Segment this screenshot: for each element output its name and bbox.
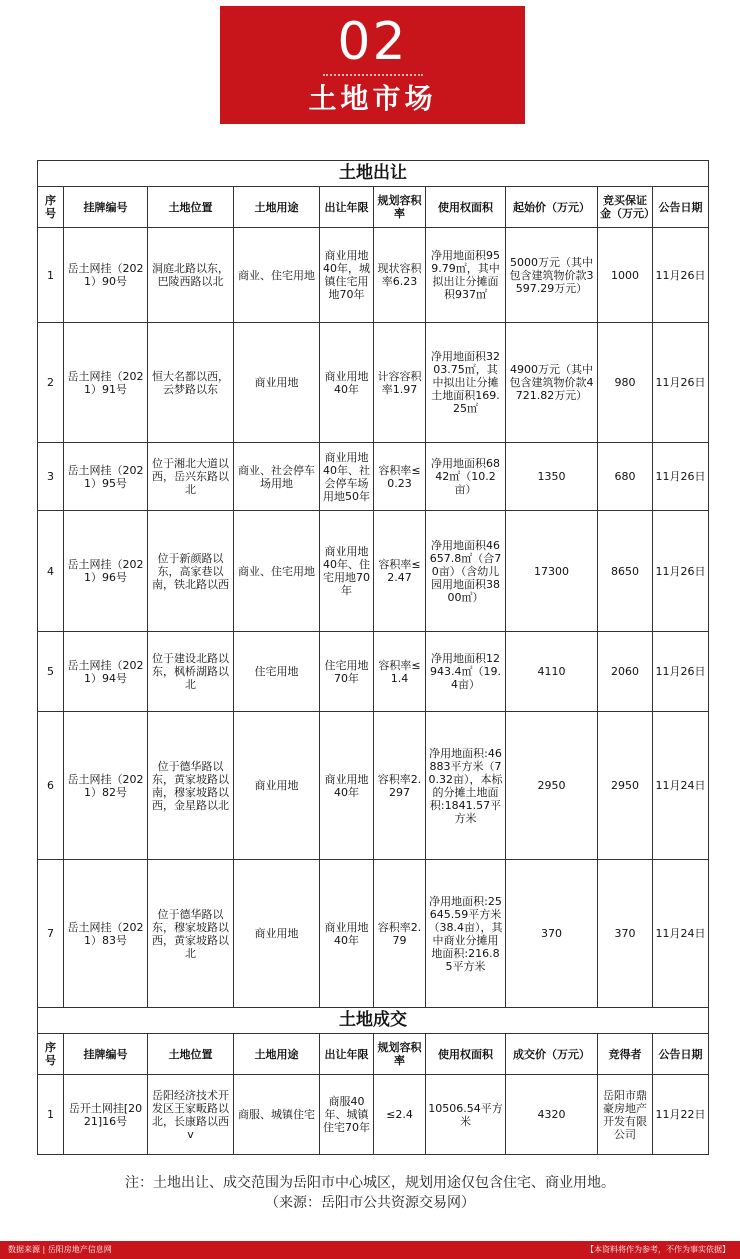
table-cell: 现状容积率6.23 [374, 228, 426, 323]
table-cell: 370 [598, 860, 653, 1008]
land-table [37, 160, 709, 1155]
table-cell: 商业用地40年、住宅用地70年 [320, 511, 374, 632]
table-cell: 2950 [598, 712, 653, 860]
table-cell: 容积率≤1.4 [374, 632, 426, 712]
table-cell: 5000万元（其中包含建筑物价款3597.29万元） [506, 228, 598, 323]
table-cell: 容积率≤2.47 [374, 511, 426, 632]
table-row [38, 1075, 709, 1155]
column-header: 土地位置 [148, 187, 234, 228]
table-cell: 位于建设北路以东，枫桥湖路以北 [148, 632, 234, 712]
table-cell: 岳土网挂（2021）94号 [64, 632, 148, 712]
table-cell: 商业、住宅用地 [234, 511, 320, 632]
table-cell: 恒大名都以西，云梦路以东 [148, 323, 234, 443]
table-cell: 8650 [598, 511, 653, 632]
section-row [38, 1008, 709, 1034]
table-cell: 商业用地 [234, 323, 320, 443]
section-number: 02 [337, 12, 408, 72]
table-cell: 位于新颜路以东，高家巷以南，铁北路以西 [148, 511, 234, 632]
column-header: 土地用途 [234, 187, 320, 228]
table-cell: 净用地面积12943.4㎡（19.4亩） [426, 632, 506, 712]
table-cell: 净用地面积959.79㎡，其中拟出让分摊面积937㎡ [426, 228, 506, 323]
table-cell: 10506.54平方米 [426, 1075, 506, 1155]
table-cell: ≤2.4 [374, 1075, 426, 1155]
table-row [38, 712, 709, 860]
table-cell: 岳土网挂（2021）91号 [64, 323, 148, 443]
footer-bar [0, 1241, 740, 1259]
footer-source: 数据来源 | 岳阳房地产信息网 [8, 1245, 112, 1254]
column-header: 挂牌编号 [64, 1034, 148, 1075]
section-heading: 土地出让 [38, 161, 709, 187]
table-cell: 11月26日 [653, 323, 709, 443]
table-cell: 1350 [506, 443, 598, 511]
table-cell: 2950 [506, 712, 598, 860]
table-row [38, 860, 709, 1008]
table-cell: 净用地面积:46883平方米（70.32亩），本标的分摊土地面积:1841.57平方米 [426, 712, 506, 860]
table-cell: 商业用地 [234, 860, 320, 1008]
table-cell: 岳土网挂（2021）83号 [64, 860, 148, 1008]
table-cell: 商服40年、城镇住宅70年 [320, 1075, 374, 1155]
table-cell: 位于湘北大道以西，岳兴东路以北 [148, 443, 234, 511]
column-header: 公告日期 [653, 187, 709, 228]
column-header: 序号 [38, 187, 64, 228]
column-header: 序号 [38, 1034, 64, 1075]
table-cell: 商业用地40年，城镇住宅用地70年 [320, 228, 374, 323]
table-cell: 容积率2.79 [374, 860, 426, 1008]
table-cell: 4900万元（其中包含建筑物价款4721.82万元） [506, 323, 598, 443]
table-cell: 商服、城镇住宅 [234, 1075, 320, 1155]
column-header: 竞买保证金（万元） [598, 187, 653, 228]
table-cell: 商业用地40年 [320, 712, 374, 860]
table-cell: 11月26日 [653, 228, 709, 323]
table-cell: 计容容积率1.97 [374, 323, 426, 443]
table-cell: 洞庭北路以东，巴陵西路以北 [148, 228, 234, 323]
table-row [38, 443, 709, 511]
column-header: 使用权面积 [426, 187, 506, 228]
column-header: 出让年限 [320, 1034, 374, 1075]
table-cell: 370 [506, 860, 598, 1008]
column-header: 成交价（万元） [506, 1034, 598, 1075]
table-cell: 岳土网挂（2021）82号 [64, 712, 148, 860]
banner-divider [323, 74, 423, 76]
table-cell: 岳阳经济技术开发区王家畈路以北，长康路以西v [148, 1075, 234, 1155]
column-header: 土地用途 [234, 1034, 320, 1075]
table-cell: 3 [38, 443, 64, 511]
section-banner [220, 6, 525, 124]
table-cell: 岳土网挂（2021）96号 [64, 511, 148, 632]
table-row [38, 228, 709, 323]
table-cell: 位于德华路以东，穆家坡路以西，黄家坡路以北 [148, 860, 234, 1008]
table-cell: 容积率2.297 [374, 712, 426, 860]
column-header: 公告日期 [653, 1034, 709, 1075]
column-header: 挂牌编号 [64, 187, 148, 228]
table-cell: 1 [38, 228, 64, 323]
column-header: 土地位置 [148, 1034, 234, 1075]
note-source: （来源：岳阳市公共资源交易网） [265, 1195, 475, 1211]
footer-disclaimer: 【本资料将作为参考，不作为事实依据】 [586, 1245, 730, 1254]
note-scope: 注：土地出让、成交范围为岳阳市中心城区，规划用途仅包含住宅、商业用地。 [125, 1175, 615, 1191]
column-header: 起始价（万元） [506, 187, 598, 228]
table-cell: 净用地面积:25645.59平方米（38.4亩），其中商业分摊用地面积:216.85平方米 [426, 860, 506, 1008]
table-cell: 净用地面积46657.8㎡（合70亩）（含幼儿园用地面积3800㎡） [426, 511, 506, 632]
table-cell: 4110 [506, 632, 598, 712]
header-row [38, 187, 709, 228]
table-cell: 11月24日 [653, 860, 709, 1008]
table-cell: 2 [38, 323, 64, 443]
table-cell: 商业、住宅用地 [234, 228, 320, 323]
table-cell: 住宅用地70年 [320, 632, 374, 712]
table-row [38, 323, 709, 443]
table-cell: 住宅用地 [234, 632, 320, 712]
table-row [38, 511, 709, 632]
table-cell: 4320 [506, 1075, 598, 1155]
column-header: 规划容积率 [374, 1034, 426, 1075]
table-cell: 2060 [598, 632, 653, 712]
table-cell: 1000 [598, 228, 653, 323]
table-cell: 商业用地 [234, 712, 320, 860]
table-cell: 17300 [506, 511, 598, 632]
table-cell: 11月26日 [653, 632, 709, 712]
table-cell: 商业用地40年 [320, 860, 374, 1008]
column-header: 规划容积率 [374, 187, 426, 228]
table-cell: 1 [38, 1075, 64, 1155]
table-cell: 商业、社会停车场用地 [234, 443, 320, 511]
table-cell: 11月24日 [653, 712, 709, 860]
table-cell: 商业用地40年 [320, 323, 374, 443]
table-cell: 商业用地40年、社会停车场用地50年 [320, 443, 374, 511]
column-header: 使用权面积 [426, 1034, 506, 1075]
column-header: 竞得者 [598, 1034, 653, 1075]
table-cell: 11月26日 [653, 443, 709, 511]
table-cell: 6 [38, 712, 64, 860]
column-header: 出让年限 [320, 187, 374, 228]
table-row [38, 632, 709, 712]
table-cell: 11月26日 [653, 511, 709, 632]
table-cell: 4 [38, 511, 64, 632]
table-cell: 岳土网挂（2021）90号 [64, 228, 148, 323]
table-cell: 11月22日 [653, 1075, 709, 1155]
section-title: 土地市场 [308, 82, 437, 115]
table-cell: 980 [598, 323, 653, 443]
table-cell: 净用地面积3203.75㎡，其中拟出让分摊土地面积169.25㎡ [426, 323, 506, 443]
section-row [38, 161, 709, 187]
table-cell: 5 [38, 632, 64, 712]
table-cell: 位于德华路以东，黄家坡路以南，穆家坡路以西，金星路以北 [148, 712, 234, 860]
section-heading: 土地成交 [38, 1008, 709, 1034]
table-cell: 岳土网挂（2021）95号 [64, 443, 148, 511]
table-cell: 岳阳市鼎豪房地产开发有限公司 [598, 1075, 653, 1155]
table-cell: 680 [598, 443, 653, 511]
table-cell: 净用地面积6842㎡（10.2亩） [426, 443, 506, 511]
table-cell: 容积率≤0.23 [374, 443, 426, 511]
table-cell: 岳开土网挂[2021]16号 [64, 1075, 148, 1155]
header-row [38, 1034, 709, 1075]
table-cell: 7 [38, 860, 64, 1008]
